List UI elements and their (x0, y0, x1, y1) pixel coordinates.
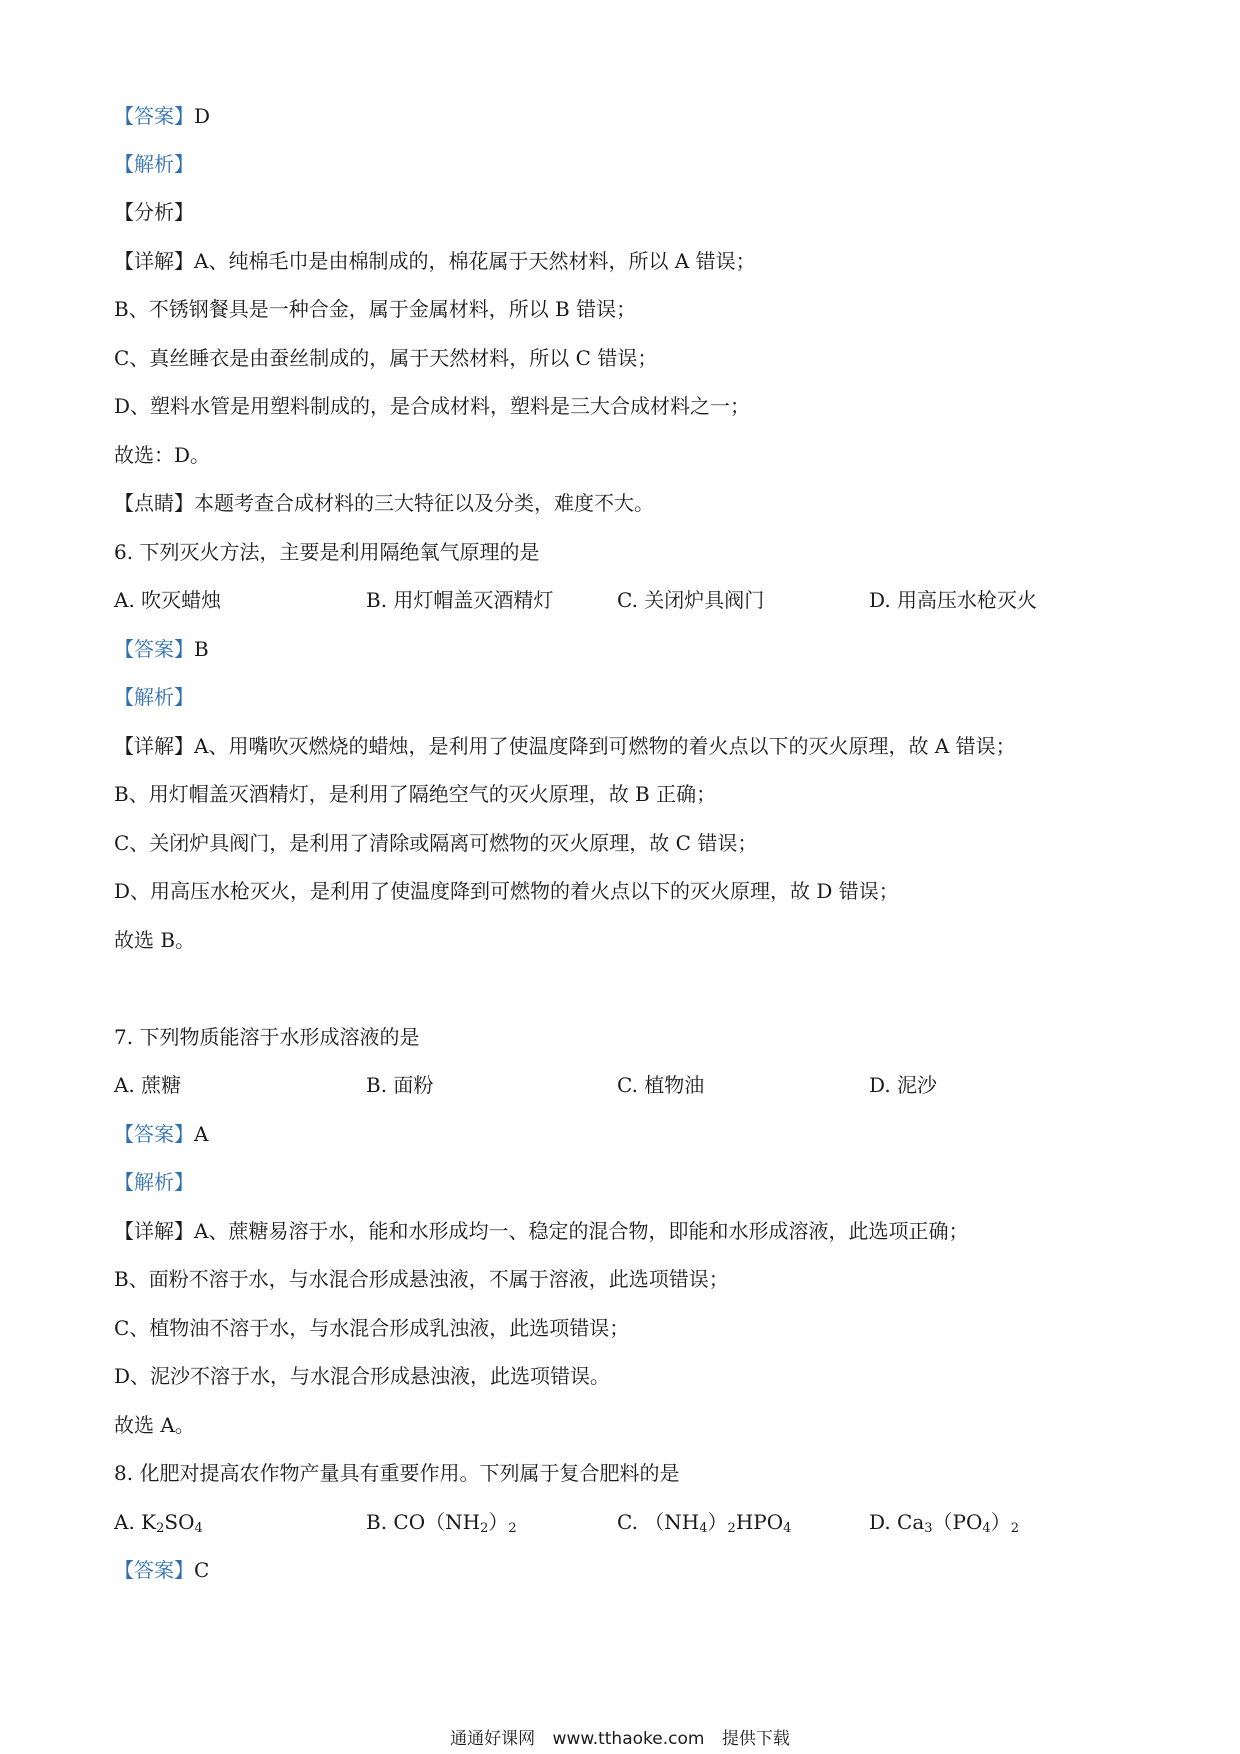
q5-detail-line: B、不锈钢餐具是一种合金，属于金属材料，所以 B 错误； (114, 297, 637, 321)
q6-detail-line: C、关闭炉具阀门，是利用了清除或隔离可燃物的灭火原理，故 C 错误； (114, 831, 758, 855)
q7-conclusion: 故选 A。 (114, 1413, 195, 1437)
q7-detail-line: B、面粉不溶于水，与水混合形成悬浊液，不属于溶液，此选项错误； (114, 1267, 729, 1291)
q8-option-a: A. $K_2SO_4$ (114, 1510, 203, 1536)
q7-analysis-tag: 【解析】 (114, 1170, 194, 1194)
answer-value: C (194, 1558, 210, 1582)
q7-answer (114, 1120, 208, 1148)
q6-option-d: D. 用高压水枪灭火 (869, 588, 1038, 612)
q7-detail-line: 【详解】A、蔗糖易溶于水，能和水形成均一、稳定的混合物，即能和水形成溶液，此选项正确； (114, 1219, 969, 1243)
q6-answer (114, 635, 209, 663)
footer-note: 提供下载 (721, 1729, 790, 1749)
answer-tag: 【答案】 (114, 637, 194, 661)
q6-option-c: C. 关闭炉具阀门 (617, 588, 765, 612)
q6-option-a: A. 吹灭蜡烛 (114, 588, 222, 612)
answer-value: D (194, 104, 211, 128)
q7-option-c: C. 植物油 (617, 1073, 705, 1097)
q5-detail-line: D、塑料水管是用塑料制成的，是合成材料，塑料是三大合成材料之一； (114, 394, 751, 418)
footer-site-name: 通通好课网 (450, 1729, 536, 1749)
detail-tag: 【详解】 (114, 1219, 194, 1243)
page-footer (0, 1727, 1240, 1751)
q5-comment: 【点睛】本题考查合成材料的三大特征以及分类，难度不大。 (114, 491, 654, 515)
q5-analysis-tag: 【解析】 (114, 152, 194, 176)
answer-tag: 【答案】 (114, 104, 194, 128)
answer-value: A (194, 1122, 209, 1146)
answer-tag: 【答案】 (114, 1122, 194, 1146)
answer-value: B (194, 637, 209, 661)
detail-tag: 【详解】 (114, 734, 194, 758)
q6-option-b: B. 用灯帽盖灭酒精灯 (366, 588, 554, 612)
q5-detail-line: C、真丝睡衣是由蚕丝制成的，属于天然材料，所以 C 错误； (114, 346, 658, 370)
q8-stem: 8. 化肥对提高农作物产量具有重要作用。下列属于复合肥料的是 (114, 1461, 680, 1485)
q8-answer (114, 1556, 209, 1584)
q6-analysis-tag: 【解析】 (114, 685, 194, 709)
q8-option-c: C. $(NH_4)_2HPO_4$ (617, 1510, 792, 1536)
q5-detail-line: 【详解】A、纯棉毛巾是由棉制成的，棉花属于天然材料，所以 A 错误； (114, 249, 756, 273)
q8-option-b: B. $CO(NH_2)_2$ (366, 1510, 517, 1536)
q7-option-d: D. 泥沙 (869, 1073, 938, 1097)
q6-detail-line: B、用灯帽盖灭酒精灯，是利用了隔绝空气的灭火原理，故 B 正确； (114, 782, 717, 806)
q5-answer (114, 102, 210, 130)
footer-url[interactable]: www.tthaoke.com (552, 1729, 705, 1749)
detail-tag: 【详解】 (114, 249, 194, 273)
q8-option-d: D. $Ca_3(PO_4)_2$ (869, 1510, 1019, 1536)
q5-conclusion: 故选：D。 (114, 443, 211, 467)
q6-conclusion: 故选 B。 (114, 928, 196, 952)
q5-fenxi-tag: 【分析】 (114, 200, 194, 224)
q7-detail-line: C、植物油不溶于水，与水混合形成乳浊液，此选项错误； (114, 1316, 630, 1340)
comment-tag: 【点睛】 (114, 491, 194, 515)
q7-option-b: B. 面粉 (366, 1073, 434, 1097)
q7-option-a: A. 蔗糖 (114, 1073, 182, 1097)
q6-detail-line: D、用高压水枪灭火，是利用了使温度降到可燃物的着火点以下的灭火原理，故 D 错误； (114, 879, 899, 903)
q7-stem: 7. 下列物质能溶于水形成溶液的是 (114, 1025, 420, 1049)
q6-stem: 6. 下列灭火方法，主要是利用隔绝氧气原理的是 (114, 540, 540, 564)
answer-tag: 【答案】 (114, 1558, 194, 1582)
q7-detail-line: D、泥沙不溶于水，与水混合形成悬浊液，此选项错误。 (114, 1364, 611, 1388)
q6-detail-line: 【详解】A、用嘴吹灭燃烧的蜡烛，是利用了使温度降到可燃物的着火点以下的灭火原理，故 A 错误； (114, 734, 1016, 758)
